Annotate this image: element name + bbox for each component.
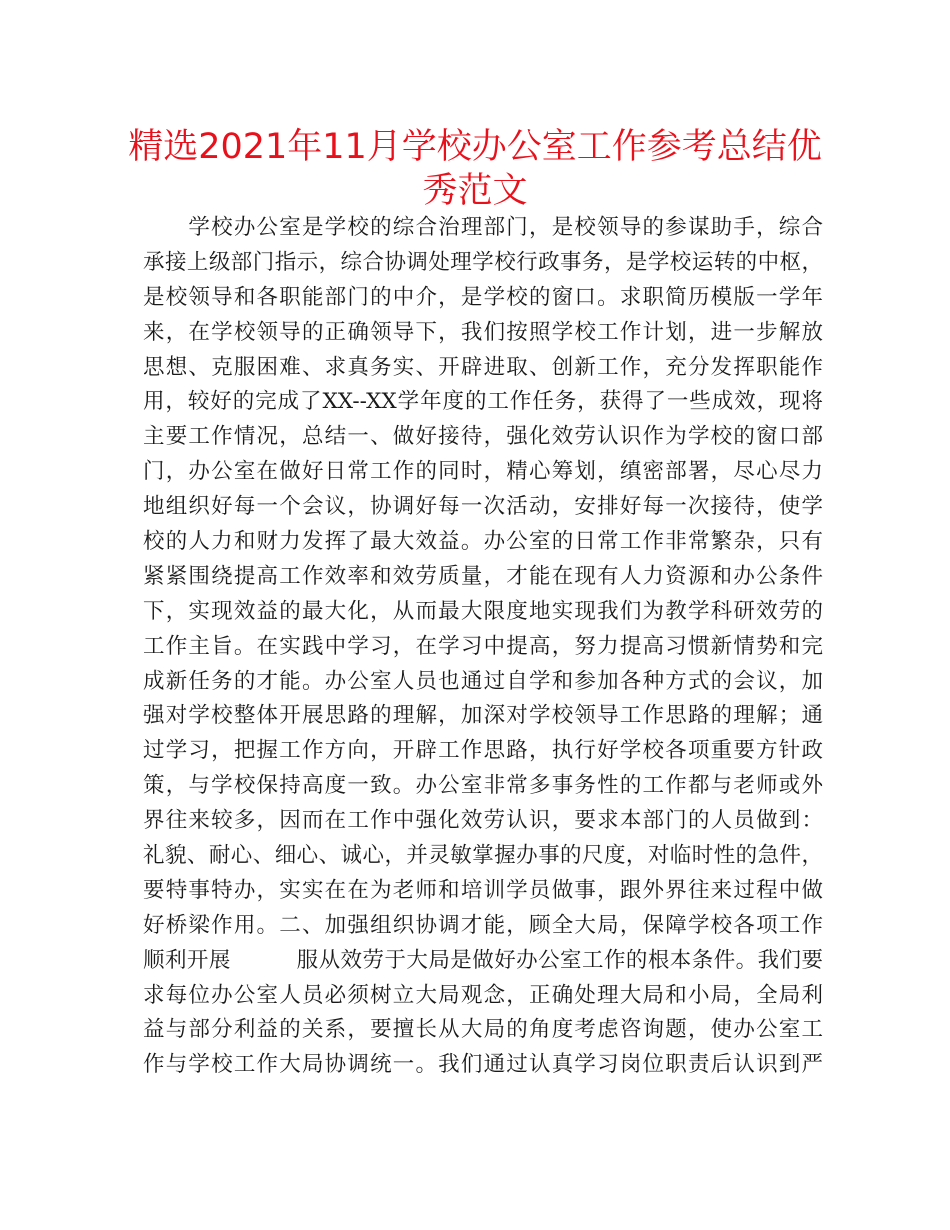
body-line: 好桥梁作用。二、加强组织协调才能，顾全大局，保障学校各项工作 (143, 912, 823, 938)
body-line: 顺利开展 服从效劳于大局是做好办公室工作的根本条件。我们要 (143, 947, 823, 973)
body-line: 是校领导和各职能部门的中介，是学校的窗口。求职简历模版一学年 (143, 284, 823, 310)
body-line: 益与部分利益的关系，要擅长从大局的角度考虑咨询题，使办公室工 (143, 1017, 823, 1043)
body-line: 学校办公室是学校的综合治理部门，是校领导的参谋助手，综合 (143, 215, 823, 240)
body-line: 思想、克服困难、求真务实、开辟进取、创新工作，充分发挥职能作 (143, 354, 823, 380)
body-line: 主要工作情况，总结一、做好接待，强化效劳认识作为学校的窗口部 (143, 424, 823, 450)
body-line: 过学习，把握工作方向，开辟工作思路，执行好学校各项重要方针政 (143, 738, 823, 764)
document-body (143, 211, 823, 1083)
body-line: 强对学校整体开展思路的理解，加深对学校领导工作思路的理解；通 (143, 703, 823, 729)
body-line: 紧紧围绕提高工作效率和效劳质量，才能在现有人力资源和办公条件 (143, 563, 823, 589)
document-title-line-1: 精选2021年11月学校办公室工作参考总结优 (128, 127, 822, 167)
body-line: 来，在学校领导的正确领导下，我们按照学校工作计划，进一步解放 (143, 319, 823, 345)
body-line: 要特事特办，实实在在为老师和培训学员做事，跟外界往来过程中做 (143, 877, 823, 903)
body-line: 策，与学校保持高度一致。办公室非常多事务性的工作都与老师或外 (143, 773, 823, 799)
document-title-line-2: 秀范文 (422, 171, 528, 211)
body-line: 工作主旨。在实践中学习，在学习中提高，努力提高习惯新情势和完 (143, 633, 823, 659)
body-line: 求每位办公室人员必须树立大局观念，正确处理大局和小局，全局利 (143, 982, 823, 1008)
body-line: 承接上级部门指示，综合协调处理学校行政事务，是学校运转的中枢， (143, 249, 823, 275)
body-line: 成新任务的才能。办公室人员也通过自学和参加各种方式的会议，加 (143, 668, 823, 694)
body-line: 门，办公室在做好日常工作的同时，精心筹划，缜密部署，尽心尽力 (143, 459, 823, 485)
body-line: 地组织好每一个会议，协调好每一次活动，安排好每一次接待，使学 (143, 494, 823, 520)
body-line: 礼貌、耐心、细心、诚心，并灵敏掌握办事的尺度，对临时性的急件， (143, 843, 823, 869)
body-line: 下，实现效益的最大化，从而最大限度地实现我们为教学科研效劳的 (143, 598, 823, 624)
body-line: 校的人力和财力发挥了最大效益。办公室的日常工作非常繁杂，只有 (143, 529, 823, 555)
body-line: 界往来较多，因而在工作中强化效劳认识，要求本部门的人员做到： (143, 808, 823, 834)
body-line: 用，较好的完成了XX--XX学年度的工作任务，获得了一些成效，现将 (143, 389, 823, 415)
body-line: 作与学校工作大局协调统一。我们通过认真学习岗位职责后认识到严 (143, 1052, 823, 1078)
